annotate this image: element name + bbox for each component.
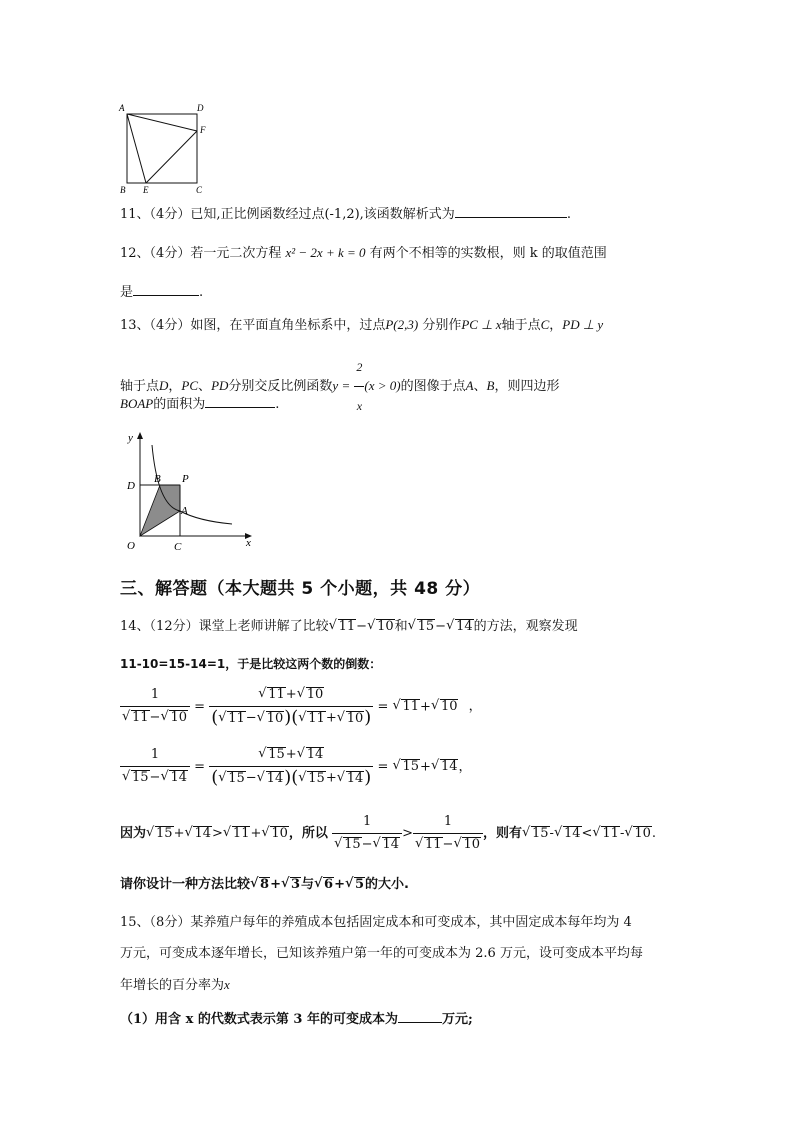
label-b: B bbox=[120, 185, 126, 195]
eq1-equals: = bbox=[194, 699, 206, 715]
q15-score: （8分） bbox=[149, 915, 191, 930]
q12-end: . bbox=[199, 285, 204, 300]
eq1-comma: ， bbox=[468, 699, 482, 715]
q13-text-g: ，则四边形 bbox=[494, 379, 560, 394]
sqrt-10: √ 10 bbox=[431, 698, 459, 716]
q14-task-a: 请你设计一种方法比较 bbox=[120, 877, 251, 892]
minus-sign: − bbox=[435, 619, 447, 634]
q12-answer-blank[interactable] bbox=[133, 283, 199, 296]
sqrt-6: √ 6 bbox=[314, 876, 334, 894]
label-c: C bbox=[174, 541, 182, 553]
sqrt-11: √ 11 bbox=[392, 698, 420, 716]
segment-af bbox=[127, 114, 197, 131]
eq1-middle-fraction: √ $\frac{11+√ 10}{(√ 11-√ 10)(√ 11+√ 10)}$ bbox=[209, 686, 373, 728]
sqrt-15: √ 15 bbox=[392, 758, 420, 776]
q13-func-num: 2 bbox=[356, 360, 363, 374]
shaded-region-boap bbox=[140, 485, 180, 536]
label-o: O bbox=[127, 540, 135, 552]
label-x: x bbox=[246, 537, 251, 549]
coordinate-graph-figure bbox=[118, 428, 260, 556]
q15-line1: 某养殖户每年的养殖成本包括固定成本和可变成本，其中固定成本每年均为 4 bbox=[190, 915, 632, 930]
sqrt-15: √ 15 bbox=[408, 618, 436, 636]
q13-func-domain: (x > 0) bbox=[364, 378, 401, 393]
so-word: ，所以 bbox=[288, 826, 328, 841]
question-14-line1 bbox=[120, 618, 578, 636]
then-word: ，则有 bbox=[482, 826, 522, 841]
sqrt-3: √ 3 bbox=[281, 876, 301, 894]
q13-answer-blank[interactable] bbox=[205, 395, 275, 408]
q13-func-y: y = bbox=[332, 378, 351, 393]
square-abcd-figure bbox=[116, 100, 216, 195]
q14-task-b: 的大小. bbox=[365, 877, 409, 892]
label-d: D bbox=[197, 103, 204, 113]
question-15-line2: 万元，可变成本逐年增长，已知该养殖户第一年的可变成本为 2.6 万元，设可变成本平均每 bbox=[120, 946, 643, 961]
q11-number: 11、 bbox=[120, 207, 150, 222]
question-13-line1 bbox=[120, 316, 603, 335]
q13-quad: BOAP bbox=[120, 396, 154, 411]
eq2-comma: ， bbox=[458, 759, 472, 775]
minus-sign: − bbox=[356, 619, 368, 634]
q15-line3a: 年增长的百分率为 bbox=[120, 978, 225, 993]
eq1-lhs-fraction: 1 √ 11−√ 10 bbox=[120, 686, 190, 727]
q13-comma: ， bbox=[549, 318, 563, 333]
q13-point-p: P(2,3) bbox=[385, 317, 419, 332]
q13-pd-perp: PD ⊥ y bbox=[562, 317, 604, 332]
q13-func-fraction bbox=[354, 350, 364, 423]
q11-score: （4分） bbox=[149, 207, 191, 222]
sqrt-10: √ 10 bbox=[367, 618, 395, 636]
q13-text-f: 的图像于点 bbox=[400, 379, 466, 394]
q12-text-c: 是 bbox=[120, 285, 134, 300]
because-frac-2: 1 √ 11−√ 10 bbox=[413, 813, 483, 854]
eq2-equals-2: = bbox=[377, 759, 389, 775]
question-15-sub1 bbox=[120, 1010, 473, 1029]
eq2-middle-fraction: √ $\frac{15+√ 14}{(√ 15-√ 14)(√ 15+√ 14)}$ bbox=[209, 746, 373, 788]
equation-2: 1 √ 15−√ 14 = √ $\frac{15+√ 14}{(√ 15-√ 14)(√ 15+√ 14)}$ = √ 15+√ 14， bbox=[120, 746, 472, 788]
q13-pd: PD bbox=[211, 378, 229, 393]
q11-text: 已知,正比例函数经过点(-1,2),该函数解析式为 bbox=[190, 207, 455, 222]
q13-score: （4分） bbox=[149, 318, 191, 333]
q13-text-a: 如图，在平面直角坐标系中，过点 bbox=[190, 318, 386, 333]
q12-score: （4分） bbox=[149, 246, 191, 261]
q13-func-den: x bbox=[354, 386, 364, 423]
q12-text-b: 有两个不相等的实数根，则 k 的取值范围 bbox=[369, 246, 607, 261]
sqrt-14: √ 14 bbox=[446, 618, 474, 636]
eq2-lhs-fraction: 1 √ 15−√ 14 bbox=[120, 746, 190, 787]
q13-point-b: B bbox=[486, 378, 495, 393]
label-c: C bbox=[196, 185, 203, 195]
q13-point-a: A bbox=[465, 378, 474, 393]
q13-sep: ， bbox=[168, 379, 182, 394]
y-axis-arrow bbox=[137, 432, 143, 439]
segment-ef bbox=[146, 131, 197, 183]
q15-sub1-b: 万元; bbox=[441, 1012, 473, 1027]
label-e: E bbox=[143, 185, 149, 195]
because-frac-1: 1 √ 15−√ 14 bbox=[332, 813, 402, 854]
label-f: F bbox=[200, 125, 206, 135]
q14-text-b: 的方法，观察发现 bbox=[473, 619, 578, 634]
question-15-line3 bbox=[120, 976, 230, 995]
label-a: A bbox=[181, 505, 188, 517]
q13-end: . bbox=[275, 397, 280, 412]
q13-pc-perp: PC ⊥ x bbox=[461, 317, 502, 332]
q14-task: 请你设计一种方法比较√ 8+√ 3与√ 6+√ 5的大小. bbox=[120, 876, 409, 894]
because-word: 因为 bbox=[120, 826, 147, 841]
q13-point-d: D bbox=[159, 378, 169, 393]
q13-point-c: C bbox=[540, 317, 550, 332]
q15-sub1-a: （1）用含 x 的代数式表示第 3 年的可变成本为 bbox=[120, 1012, 398, 1027]
q13-text-h: 的面积为 bbox=[153, 397, 206, 412]
q13-text-b: 分别作 bbox=[422, 318, 462, 333]
square-outline bbox=[127, 114, 197, 183]
eq2-equals: = bbox=[194, 759, 206, 775]
q11-answer-blank[interactable] bbox=[455, 205, 567, 218]
q12-number: 12、 bbox=[120, 246, 150, 261]
question-14-line2: 11-10=15-14=1，于是比较这两个数的倒数： bbox=[120, 657, 382, 671]
q15-var-x: x bbox=[224, 977, 230, 992]
q13-dun-2: 、 bbox=[473, 379, 487, 394]
q11-end: . bbox=[566, 207, 571, 222]
q13-text-c: 轴于点 bbox=[501, 318, 541, 333]
q13-text-d: 轴于点 bbox=[120, 379, 160, 394]
segment-ae bbox=[127, 114, 146, 183]
q12-equation: x² − 2x + k = 0 bbox=[285, 245, 366, 260]
label-d: D bbox=[127, 480, 135, 492]
label-p: P bbox=[182, 473, 189, 485]
q15-number: 15、 bbox=[120, 915, 150, 930]
question-15-line1 bbox=[120, 914, 632, 932]
question-12-cont bbox=[120, 283, 203, 302]
question-12 bbox=[120, 244, 607, 263]
q14-and: 和 bbox=[394, 619, 408, 634]
q12-text-a: 若一元二次方程 bbox=[190, 246, 282, 261]
question-13-line3 bbox=[120, 395, 279, 414]
label-a: A bbox=[119, 103, 125, 113]
q15-sub1-blank[interactable] bbox=[398, 1010, 442, 1023]
section-3-heading: 三、解答题（本大题共 5 个小题，共 48 分） bbox=[120, 579, 481, 599]
question-11 bbox=[120, 205, 571, 224]
eq1-equals-2: = bbox=[377, 699, 389, 715]
label-b: B bbox=[154, 473, 161, 485]
q13-number: 13、 bbox=[120, 318, 150, 333]
q14-score: （12分） bbox=[149, 619, 199, 634]
label-y: y bbox=[128, 432, 133, 444]
q14-with: 与 bbox=[301, 877, 315, 892]
q14-text-a: 课堂上老师讲解了比较 bbox=[198, 619, 329, 634]
equation-1: 1 √ 11−√ 10 = √ $\frac{11+√ 10}{(√ 11-√ 10)(√ 11+√ 10)}$ = √ 11+√ 10 ， bbox=[120, 686, 482, 728]
q13-dun: 、 bbox=[198, 379, 212, 394]
sqrt-14: √ 14 bbox=[431, 758, 459, 776]
because-line: 因为√ 15+√ 14>√ 11+√ 10，所以 1 √ 15−√ 14 > 1 √ 11−√ 10 ，则有√ 15-√ 14<√ 11-√ 10. bbox=[120, 813, 656, 854]
sqrt-11: √ 11 bbox=[329, 618, 357, 636]
q14-number: 14、 bbox=[120, 619, 150, 634]
q13-pc: PC bbox=[181, 378, 199, 393]
sqrt-8: √ 8 bbox=[250, 876, 270, 894]
q13-text-e: 分别交反比例函数 bbox=[228, 379, 333, 394]
sqrt-5: √ 5 bbox=[345, 876, 365, 894]
